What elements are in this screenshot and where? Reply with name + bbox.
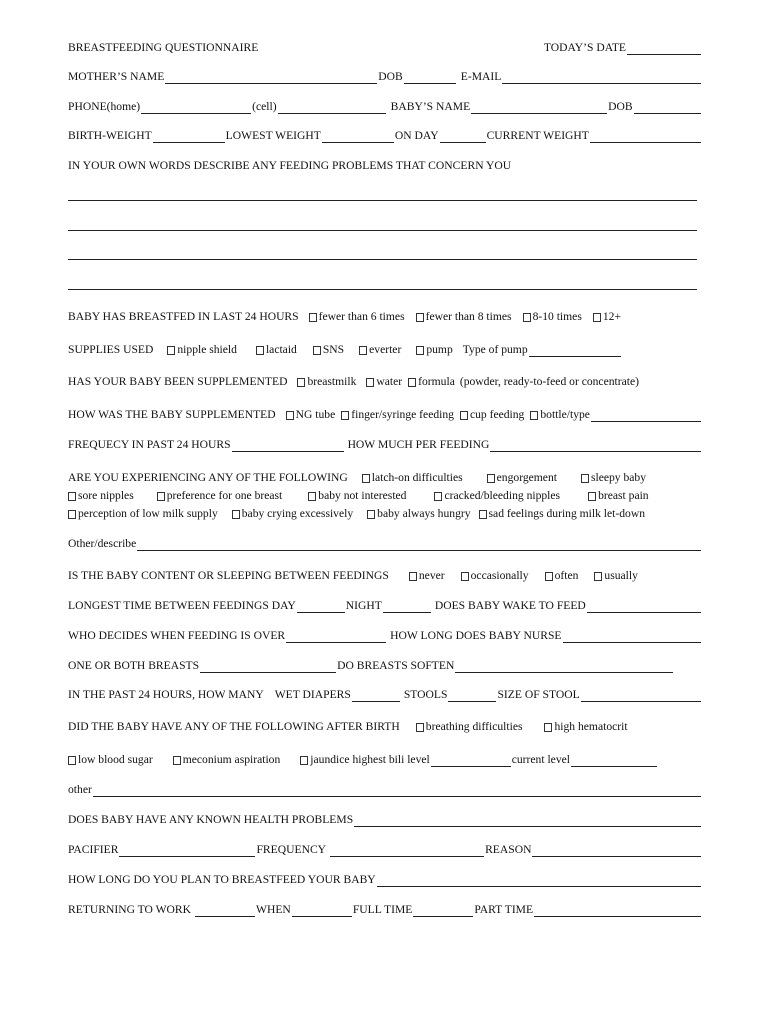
checkbox-icon	[593, 313, 601, 322]
returning-work-field[interactable]	[195, 904, 255, 917]
work-when-field[interactable]	[292, 904, 352, 917]
method-cup[interactable]: cup feeding	[460, 408, 524, 422]
mother-name-field[interactable]	[165, 71, 377, 84]
phone-home-field[interactable]	[141, 101, 251, 114]
checkbox-icon	[341, 411, 349, 420]
pacifier-field[interactable]	[119, 844, 255, 857]
formula-note: (powder, ready-to-feed or concentrate)	[459, 375, 639, 388]
checkbox-icon	[232, 510, 240, 519]
todays-date-field[interactable]	[627, 42, 701, 55]
on-day-field[interactable]	[440, 130, 486, 143]
checkbox-icon	[530, 411, 538, 420]
other-label: other	[68, 783, 92, 796]
other-field[interactable]	[93, 784, 701, 797]
phone-home-label: PHONE(home)	[68, 100, 141, 113]
breastfed-opt-3[interactable]: 8-10 times	[523, 310, 582, 324]
full-time-field[interactable]	[413, 904, 473, 917]
content-occasionally[interactable]: occasionally	[461, 569, 529, 583]
checkbox-icon	[167, 346, 175, 355]
one-both-field[interactable]	[200, 660, 336, 673]
longest-day-field[interactable]	[297, 600, 345, 613]
wet-diapers-label: WET DIAPERS	[274, 688, 351, 701]
lowest-weight-field[interactable]	[322, 130, 394, 143]
supply-pump[interactable]: pump	[416, 343, 452, 357]
diapers-row	[68, 684, 702, 702]
stool-size-field[interactable]	[581, 689, 701, 702]
experiencing-row-2	[68, 485, 702, 503]
issue-sleepy-baby[interactable]: sleepy baby	[581, 471, 646, 485]
content-never[interactable]: never	[409, 569, 445, 583]
breastfed-label: BABY HAS BREASTFED IN LAST 24 HOURS	[68, 310, 299, 323]
checkbox-icon	[416, 723, 424, 732]
pump-type-field[interactable]	[529, 344, 621, 357]
supplement-breastmilk[interactable]: breastmilk	[297, 375, 356, 389]
email-label: E-MAIL	[460, 70, 502, 83]
checkbox-icon	[367, 510, 375, 519]
content-label: IS THE BABY CONTENT OR SLEEPING BETWEEN FEEDINGS	[68, 569, 389, 582]
content-often[interactable]: often	[545, 569, 579, 583]
how-much-label: HOW MUCH PER FEEDING	[347, 438, 490, 451]
wet-diapers-field[interactable]	[352, 689, 400, 702]
wake-to-feed-label: DOES BABY WAKE TO FEED	[434, 599, 586, 612]
supplement-formula[interactable]: formula	[408, 375, 455, 389]
frequency-field[interactable]	[232, 439, 344, 452]
form-title: BREASTFEEDING QUESTIONNAIRE	[68, 41, 259, 54]
supplement-water[interactable]: water	[366, 375, 402, 389]
stool-size-label: SIZE OF STOOL	[497, 688, 580, 701]
how-much-field[interactable]	[490, 439, 701, 452]
after-birth-row	[68, 716, 702, 734]
supplies-label: SUPPLIES USED	[68, 343, 154, 356]
checkbox-icon	[173, 756, 181, 765]
checkbox-icon	[68, 510, 76, 519]
checkbox-icon	[479, 510, 487, 519]
birth-hematocrit[interactable]: high hematocrit	[544, 720, 627, 734]
past-24-label: IN THE PAST 24 HOURS, HOW MANY	[68, 688, 264, 701]
birth-meconium[interactable]: meconium aspiration	[173, 753, 281, 767]
method-bottle[interactable]: bottle/type	[530, 408, 590, 422]
phone-cell-label: (cell)	[252, 100, 277, 113]
issue-baby-crying[interactable]: baby crying excessively	[232, 507, 353, 521]
weight-row	[68, 125, 702, 143]
issue-baby-hungry[interactable]: baby always hungry	[367, 507, 470, 521]
baby-dob-label: DOB	[608, 100, 633, 113]
checkbox-icon	[434, 492, 442, 501]
health-row	[68, 809, 702, 827]
checkbox-icon	[157, 492, 165, 501]
breastfed-opt-4[interactable]: 12+	[593, 310, 621, 324]
checkbox-icon	[313, 346, 321, 355]
checkbox-icon	[409, 572, 417, 581]
stools-field[interactable]	[448, 689, 496, 702]
supply-lactaid[interactable]: lactaid	[256, 343, 297, 357]
issue-latch[interactable]: latch-on difficulties	[362, 471, 463, 485]
checkbox-icon	[362, 474, 370, 483]
issue-engorgement[interactable]: engorgement	[487, 471, 557, 485]
birth-jaundice[interactable]: jaundice highest bili level	[300, 753, 429, 767]
checkbox-icon	[544, 723, 552, 732]
birth-low-blood-sugar[interactable]: low blood sugar	[68, 753, 153, 767]
returning-work-label: RETURNING TO WORK	[68, 903, 192, 916]
plan-field[interactable]	[377, 874, 701, 887]
pacifier-reason-label: REASON	[485, 843, 532, 856]
checkbox-icon	[366, 378, 374, 387]
checkbox-icon	[416, 313, 424, 322]
pacifier-frequency-field[interactable]	[330, 844, 484, 857]
soften-field[interactable]	[455, 660, 673, 673]
issue-cracked-nipples[interactable]: cracked/bleeding nipples	[434, 489, 560, 503]
how-supplemented-row	[68, 404, 702, 422]
describe-line-3[interactable]	[68, 259, 697, 260]
checkbox-icon	[594, 572, 602, 581]
mother-dob-label: DOB	[378, 70, 403, 83]
checkbox-icon	[581, 474, 589, 483]
checkbox-icon	[297, 378, 305, 387]
checkbox-icon	[588, 492, 596, 501]
plan-label: HOW LONG DO YOU PLAN TO BREASTFEED YOUR BABY	[68, 873, 376, 886]
soften-label: DO BREASTS SOFTEN	[337, 659, 455, 672]
checkbox-icon	[256, 346, 264, 355]
birth-breathing[interactable]: breathing difficulties	[416, 720, 523, 734]
method-finger-syringe[interactable]: finger/syringe feeding	[341, 408, 454, 422]
stools-label: STOOLS	[403, 688, 448, 701]
on-day-label: ON DAY	[394, 129, 439, 142]
current-weight-field[interactable]	[590, 130, 701, 143]
wake-to-feed-field[interactable]	[587, 600, 701, 613]
one-both-label: ONE OR BOTH BREASTS	[68, 659, 200, 672]
issue-breast-pain[interactable]: breast pain	[588, 489, 649, 503]
checkbox-icon	[359, 346, 367, 355]
after-birth-row-2	[68, 749, 702, 767]
health-problems-label: DOES BABY HAVE ANY KNOWN HEALTH PROBLEMS	[68, 813, 354, 826]
longest-day-label: LONGEST TIME BETWEEN FEEDINGS DAY	[68, 599, 296, 612]
how-supplemented-label: HOW WAS THE BABY SUPPLEMENTED	[68, 408, 276, 421]
mother-name-label: MOTHER’S NAME	[68, 70, 165, 83]
issue-low-milk-supply[interactable]: perception of low milk supply	[68, 507, 218, 521]
breastfed-opt-2[interactable]: fewer than 8 times	[416, 310, 512, 324]
part-time-label: PART TIME	[474, 903, 534, 916]
checkbox-icon	[460, 411, 468, 420]
checkbox-icon	[300, 756, 308, 765]
mother-dob-field[interactable]	[404, 71, 456, 84]
supplemented-row	[68, 371, 702, 389]
other-row	[68, 779, 702, 797]
after-birth-label: DID THE BABY HAVE ANY OF THE FOLLOWING AFTER BIRTH	[68, 720, 400, 733]
longest-row	[68, 595, 702, 613]
current-level-label: current level	[511, 753, 570, 766]
lowest-weight-label: LOWEST WEIGHT	[225, 129, 321, 142]
other-describe-label: Other/describe	[68, 537, 137, 550]
checkbox-icon	[523, 313, 531, 322]
bottle-type-field[interactable]	[591, 409, 701, 422]
phone-cell-field[interactable]	[278, 101, 386, 114]
pump-type-label: Type of pump	[462, 343, 528, 356]
issue-preference-one-breast[interactable]: preference for one breast	[157, 489, 283, 503]
pacifier-label: PACIFIER	[68, 843, 119, 856]
baby-name-field[interactable]	[471, 101, 607, 114]
baby-dob-field[interactable]	[634, 101, 701, 114]
plan-row	[68, 869, 702, 887]
method-ng-tube[interactable]: NG tube	[286, 408, 336, 422]
supply-sns[interactable]: SNS	[313, 343, 344, 357]
checkbox-icon	[68, 492, 76, 501]
pacifier-reason-field[interactable]	[532, 844, 701, 857]
part-time-field[interactable]	[534, 904, 701, 917]
describe-row	[68, 155, 702, 173]
work-when-label: WHEN	[256, 903, 291, 916]
work-row	[68, 899, 702, 917]
breasts-row	[68, 655, 702, 673]
who-decides-row	[68, 625, 702, 643]
experiencing-label: ARE YOU EXPERIENCING ANY OF THE FOLLOWING	[68, 471, 348, 484]
pacifier-row	[68, 839, 702, 857]
checkbox-icon	[461, 572, 469, 581]
breastfed-row	[68, 306, 702, 324]
longest-night-field[interactable]	[383, 600, 431, 613]
content-row	[68, 565, 702, 583]
header-row	[68, 37, 702, 55]
how-long-nurse-label: HOW LONG DOES BABY NURSE	[390, 629, 562, 642]
who-decides-field[interactable]	[286, 630, 386, 643]
experiencing-row-1	[68, 467, 702, 485]
mother-row	[68, 66, 702, 84]
full-time-label: FULL TIME	[352, 903, 413, 916]
how-long-nurse-field[interactable]	[563, 630, 702, 643]
other-describe-field[interactable]	[137, 538, 701, 551]
health-problems-field[interactable]	[354, 814, 701, 827]
frequency-row	[68, 434, 702, 452]
birth-weight-field[interactable]	[153, 130, 225, 143]
who-decides-label: WHO DECIDES WHEN FEEDING IS OVER	[68, 629, 286, 642]
longest-night-label: NIGHT	[345, 599, 382, 612]
current-level-field[interactable]	[571, 754, 657, 767]
frequency-label: FREQUECY IN PAST 24 HOURS	[68, 438, 231, 451]
checkbox-icon	[68, 756, 76, 765]
describe-line-2[interactable]	[68, 230, 697, 231]
supplemented-label: HAS YOUR BABY BEEN SUPPLEMENTED	[68, 375, 288, 388]
checkbox-icon	[416, 346, 424, 355]
supply-everter[interactable]: everter	[359, 343, 401, 357]
other-describe-row	[68, 533, 702, 551]
breastfed-opt-1[interactable]: fewer than 6 times	[309, 310, 405, 324]
content-usually[interactable]: usually	[594, 569, 638, 583]
birth-weight-label: BIRTH-WEIGHT	[68, 129, 152, 142]
describe-line-4[interactable]	[68, 289, 697, 290]
checkbox-icon	[309, 313, 317, 322]
todays-date-label: TODAY’S DATE	[543, 41, 626, 54]
email-field[interactable]	[502, 71, 701, 84]
bili-highest-field[interactable]	[431, 754, 511, 767]
checkbox-icon	[308, 492, 316, 501]
supply-nipple-shield[interactable]: nipple shield	[167, 343, 237, 357]
supplies-row	[68, 339, 702, 357]
checkbox-icon	[545, 572, 553, 581]
experiencing-row-3	[68, 503, 702, 521]
checkbox-icon	[487, 474, 495, 483]
pacifier-frequency-label: FREQUENCY	[256, 843, 327, 856]
current-weight-label: CURRENT WEIGHT	[486, 129, 589, 142]
checkbox-icon	[408, 378, 416, 387]
issue-sad-feelings[interactable]: sad feelings during milk let-down	[479, 507, 646, 521]
issue-baby-not-interested[interactable]: baby not interested	[308, 489, 406, 503]
issue-sore-nipples[interactable]: sore nipples	[68, 489, 134, 503]
describe-line-1[interactable]	[68, 200, 697, 201]
checkbox-icon	[286, 411, 294, 420]
baby-name-label: BABY’S NAME	[390, 100, 471, 113]
phone-row	[68, 96, 702, 114]
describe-problems-label: IN YOUR OWN WORDS DESCRIBE ANY FEEDING PROBLEMS THAT CONCERN YOU	[68, 159, 512, 172]
